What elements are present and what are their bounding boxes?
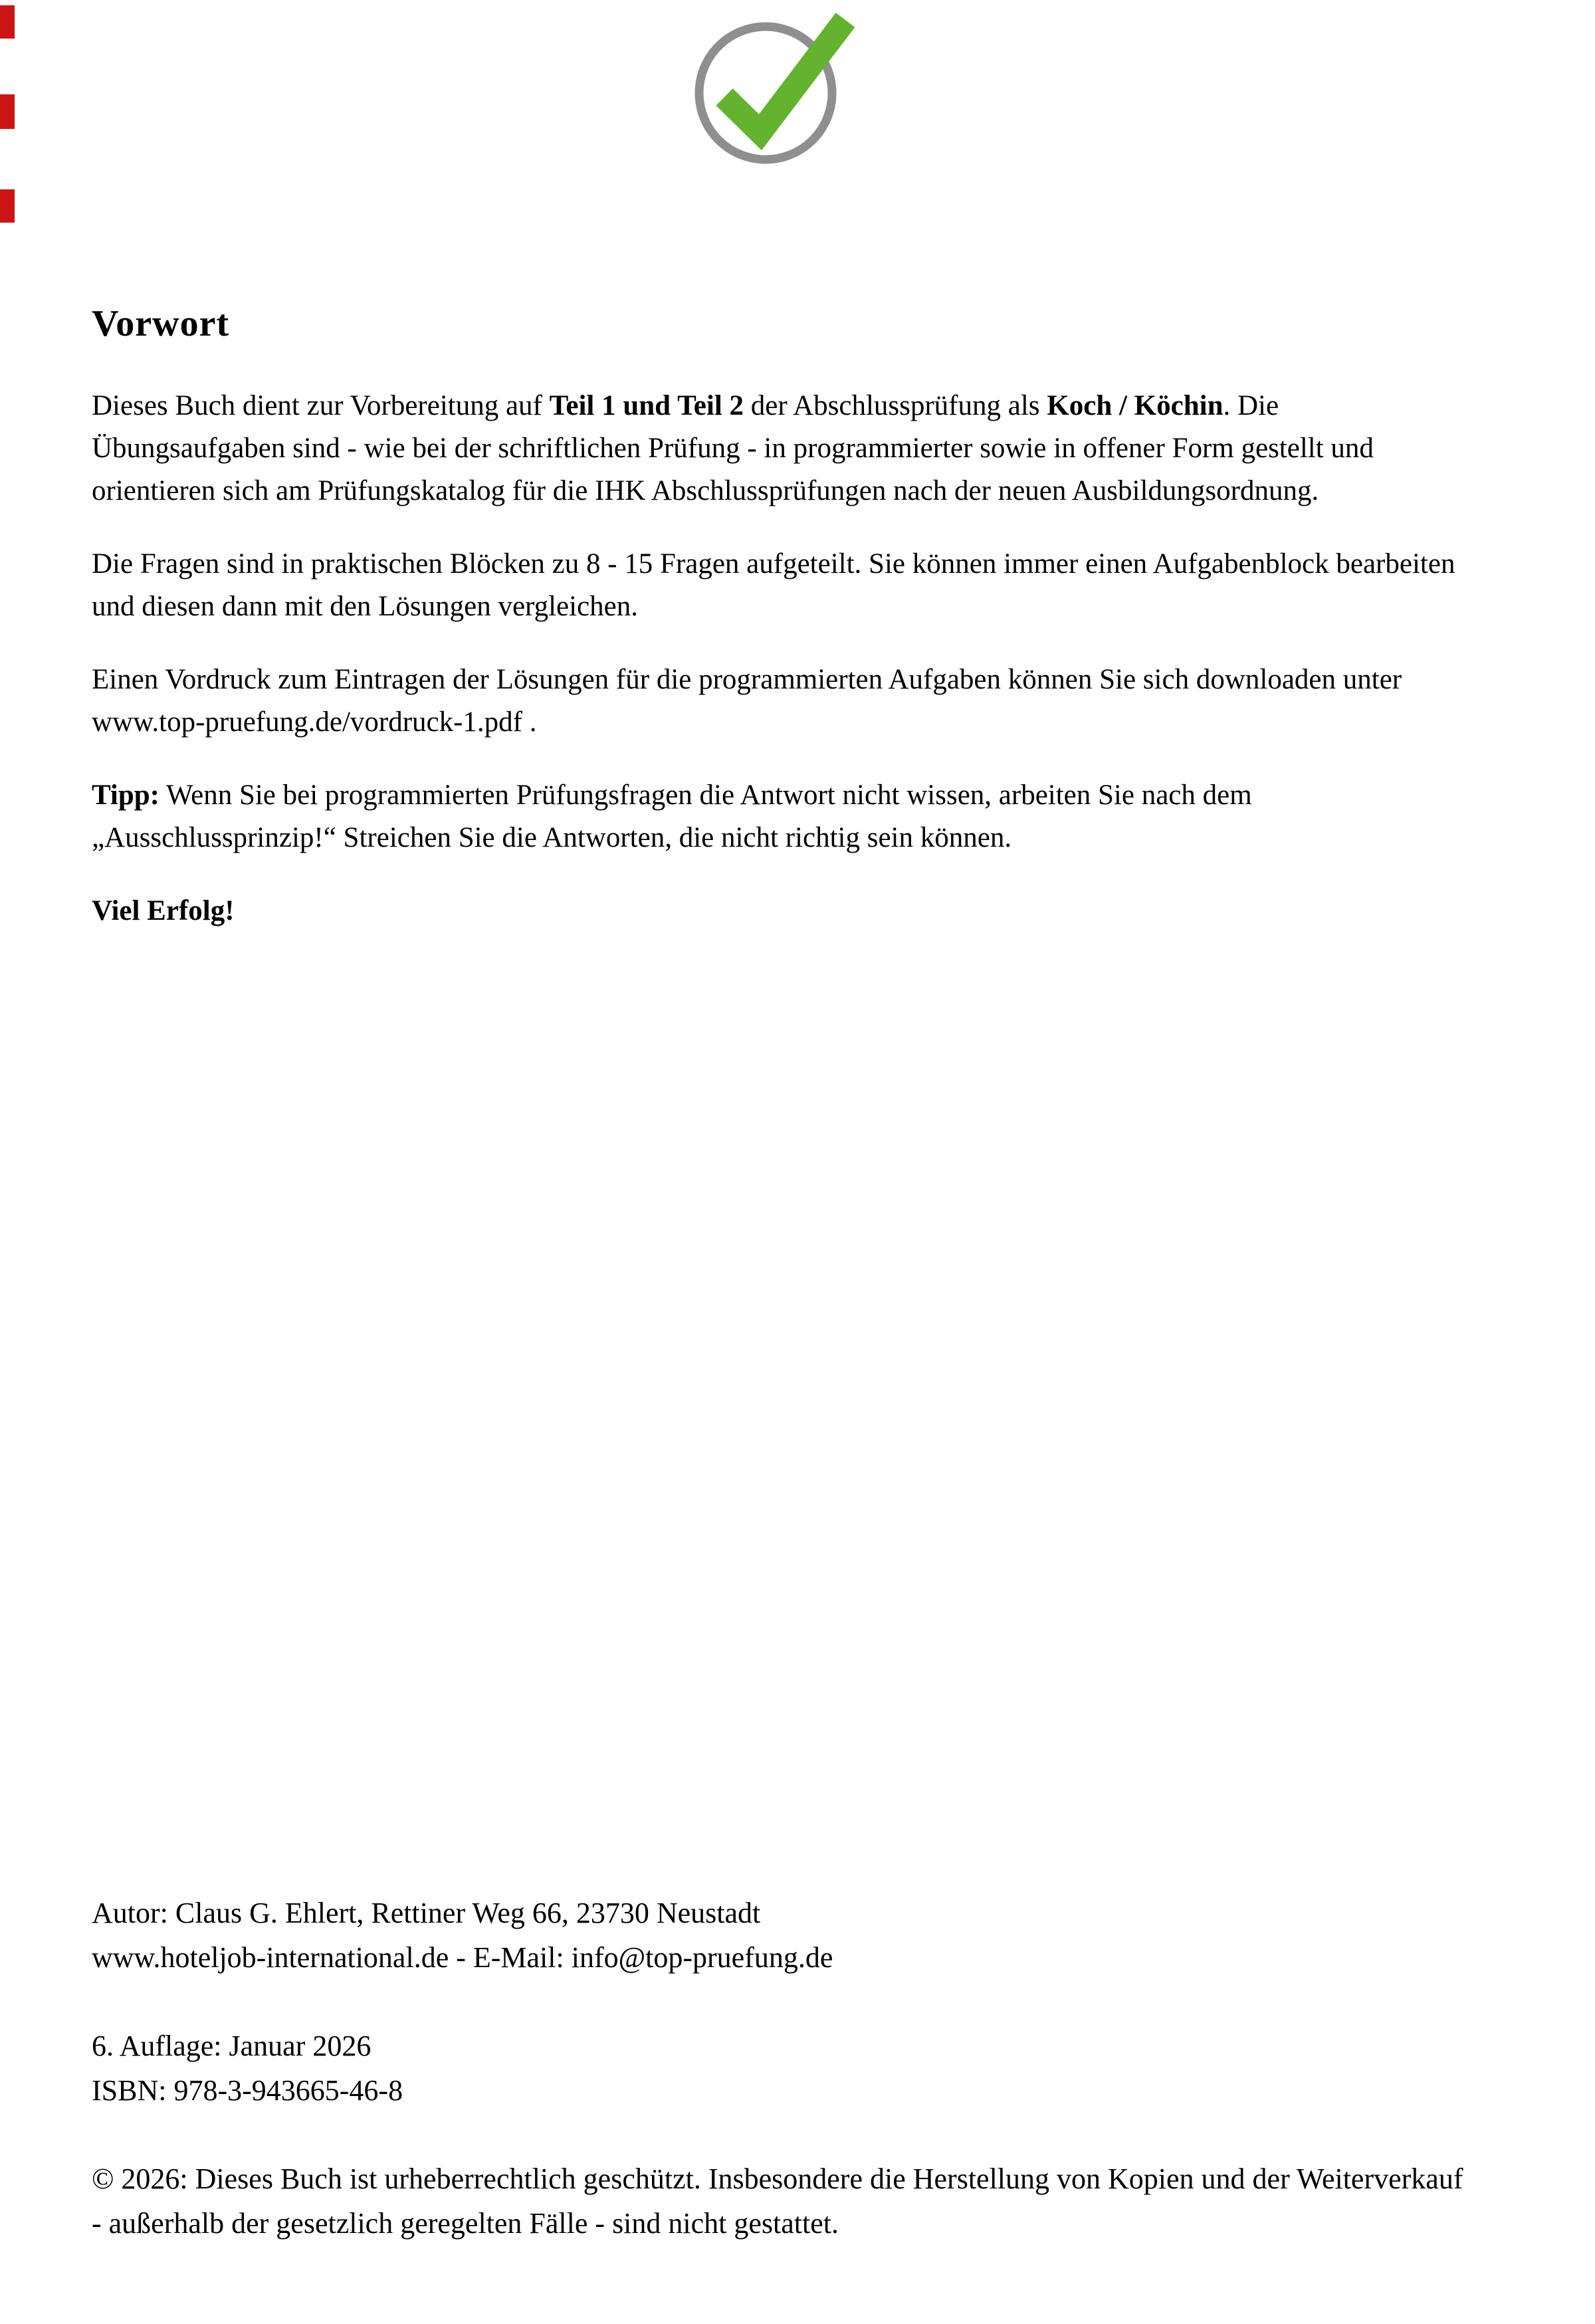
body-paragraphs bbox=[92, 385, 1471, 932]
isbn-line: ISBN: 978-3-943665-46-8 bbox=[92, 2074, 403, 2107]
text-segment: Viel Erfolg! bbox=[92, 895, 235, 926]
paragraph bbox=[92, 385, 1471, 512]
text-segment: der Abschlussprüfung als bbox=[744, 390, 1047, 421]
text-segment: Die Fragen sind in praktischen Blöcken zu 8 - 15 Fragen aufgeteilt. Sie können immer einen Aufgabenblock bearbeiten und diesen dann mit den Lösungen vergleichen. bbox=[92, 548, 1455, 622]
text-segment: Koch / Köchin bbox=[1047, 390, 1223, 421]
main-content bbox=[92, 302, 1471, 963]
edition-block bbox=[92, 2024, 1471, 2113]
text-segment: Dieses Buch dient zur Vorbereitung auf bbox=[92, 390, 550, 421]
page-title: Vorwort bbox=[92, 303, 230, 344]
copyright-block: © 2026: Dieses Buch ist urheberrechtlich geschützt. Insbesondere die Herstellung von Kopien und der Weiterverkauf - außerhalb der gesetzlich geregelten Fälle - sind nicht gestattet. bbox=[92, 2163, 1463, 2240]
checkmark-logo bbox=[686, 11, 865, 165]
author-line: Autor: Claus G. Ehlert, Rettiner Weg 66, 23730 Neustadt bbox=[92, 1897, 761, 1929]
text-segment: Einen Vordruck zum Eintragen der Lösungen für die programmierten Aufgaben können Sie sich downloaden unter www.top-pruefung.de/vordruck-1.pdf . bbox=[92, 664, 1402, 738]
author-block bbox=[92, 1891, 1471, 1980]
contact-line: www.hoteljob-international.de - E-Mail: info@top-pruefung.de bbox=[92, 1941, 833, 1974]
paragraph bbox=[92, 774, 1471, 859]
text-segment: . Die Übungsaufgaben sind - wie bei der schriftlichen Prüfung - in programmierter sowie in offener Form gestellt und orientieren sich am Prüfungskatalog für die IHK Abschlussprüfungen nach der neuen Ausbildungsordnung. bbox=[92, 390, 1374, 506]
scan-mark bbox=[0, 189, 15, 223]
paragraph bbox=[92, 890, 1471, 932]
scan-mark bbox=[0, 94, 15, 129]
footer bbox=[92, 1891, 1471, 2289]
text-segment: Wenn Sie bei programmierten Prüfungsfragen die Antwort nicht wissen, arbeiten Sie nach dem „Ausschlussprinzip!“ Streichen Sie die Antworten, die nicht richtig sein können. bbox=[92, 780, 1252, 853]
text-segment: Tipp: bbox=[92, 780, 160, 811]
text-segment: Teil 1 und Teil 2 bbox=[549, 390, 744, 421]
paragraph bbox=[92, 543, 1471, 628]
paragraph bbox=[92, 659, 1471, 744]
edition-line: 6. Auflage: Januar 2026 bbox=[92, 2030, 372, 2062]
scan-mark bbox=[0, 5, 15, 39]
